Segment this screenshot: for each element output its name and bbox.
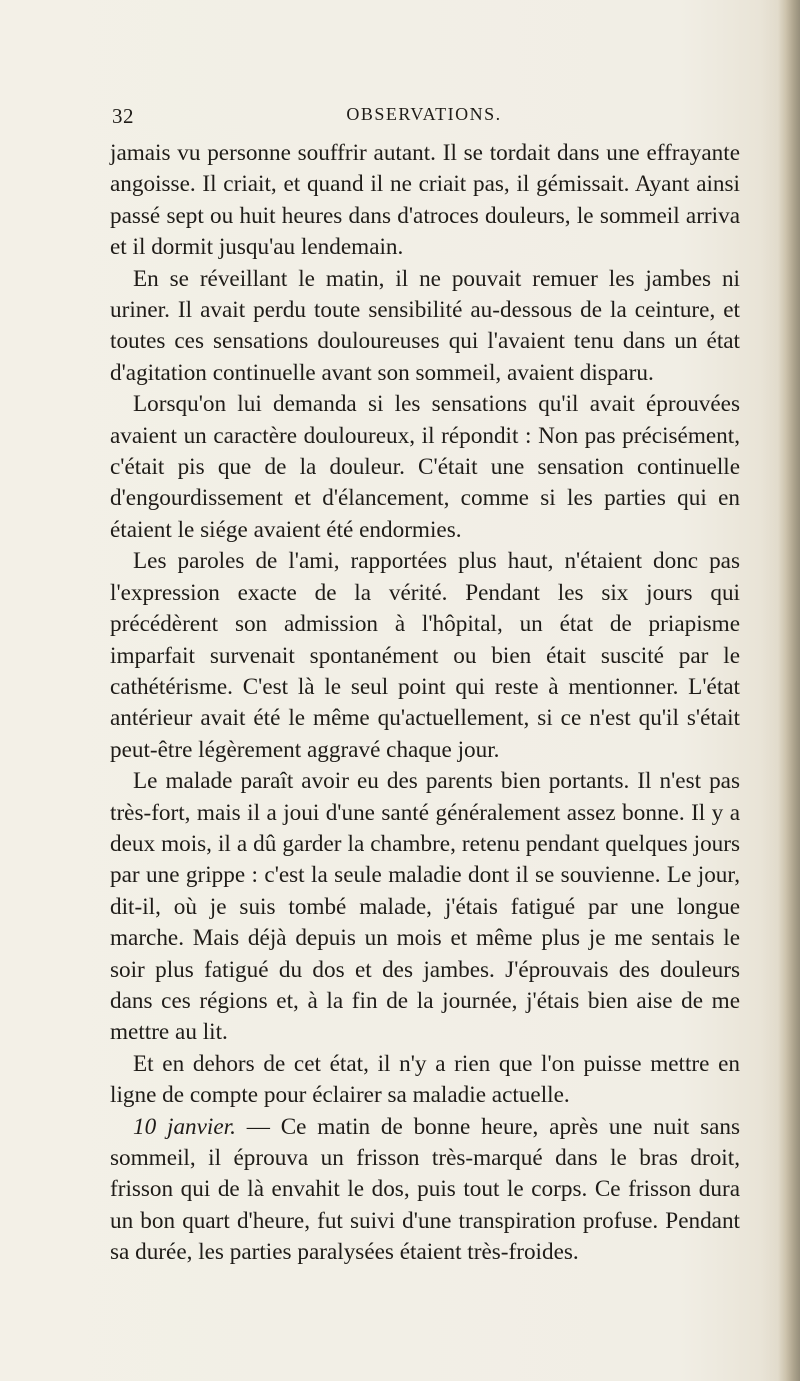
paragraph-history: Le malade paraît avoir eu des parents bien portants. Il n'est pas très-fort, mais il a joui d'une santé généralement assez bonne. Il y a deux mois, il a dû garder la chambre, retenu pendant quelques jours par une grippe : c'est la seule maladie dont il se souvienne. Le jour, dit-il, où je suis tombé malade, j'étais fatigué par une longue marche. Mais déjà depuis un mois et même plus je me sentais le soir plus fatigué du dos et des jambes. J'éprouvais des douleurs dans ces régions et, à la fin de la journée, j'étais bien aise de me mettre au lit. <box>110 768 740 1046</box>
paragraph-sensations: Lorsqu'on lui demanda si les sensations qu'il avait éprouvées avaient un caractère douloureux, il répondit : Non pas précisément, c'était pis que de la douleur. C'était une sensation continuelle d'engourdissement et d'élancement, comme si les parties qui en étaient le siége avaient été endormies. <box>110 391 740 543</box>
entry-text: — Ce matin de bonne heure, après une nuit sans sommeil, il éprouva un frisson très-marqué dans le bras droit, frisson qui de là envahit le dos, puis tout le corps. Ce frisson dura un bon quart d'heure, fut suivi d'une transpiration profuse. Pendant sa durée, les parties paralysées étaient très-froides. <box>110 1113 741 1266</box>
paragraph-continuation: jamais vu personne souffrir autant. Il se tordait dans une effrayante angoisse. Il criait, et quand il ne criait pas, il gémissait. Ayant ainsi passé sept ou huit heures dans d'atroces douleurs, le sommeil arriva et il dormit jusqu'au lendemain. <box>110 140 740 261</box>
page-header <box>112 104 736 134</box>
paragraph-awakening: En se réveillant le matin, il ne pouvait remuer les jambes ni uriner. Il avait perdu toute sensibilité au-dessous de la ceinture, et toutes ces sensations douloureuses qui l'avaient tenu dans un état d'agitation continuelle avant son sommeil, avaient disparu. <box>110 265 740 386</box>
paragraph-friend-words: Les paroles de l'ami, rapportées plus haut, n'étaient donc pas l'expression exacte de la vérité. Pendant les six jours qui précédèrent son admission à l'hôpital, un état de priapisme imparfait survenait spontanément ou bien était suscité par le cathétérisme. C'est là le seul point qui reste à mentionner. L'état antérieur avait été le même qu'actuellement, si ce n'est qu'il s'était peut-être légèrement aggravé chaque jour. <box>110 548 740 763</box>
page-number: 32 <box>112 104 134 128</box>
entry-date: 10 janvier. <box>133 1113 236 1140</box>
paragraph-january-10 <box>110 1112 740 1269</box>
running-head: OBSERVATIONS. <box>346 104 502 124</box>
paragraph-conclusion: Et en dehors de cet état, il n'y a rien que l'on puisse mettre en ligne de compte pour éclairer sa maladie actuelle. <box>110 1050 740 1109</box>
body-text <box>110 138 740 1269</box>
page-binding-edge <box>778 0 800 1381</box>
